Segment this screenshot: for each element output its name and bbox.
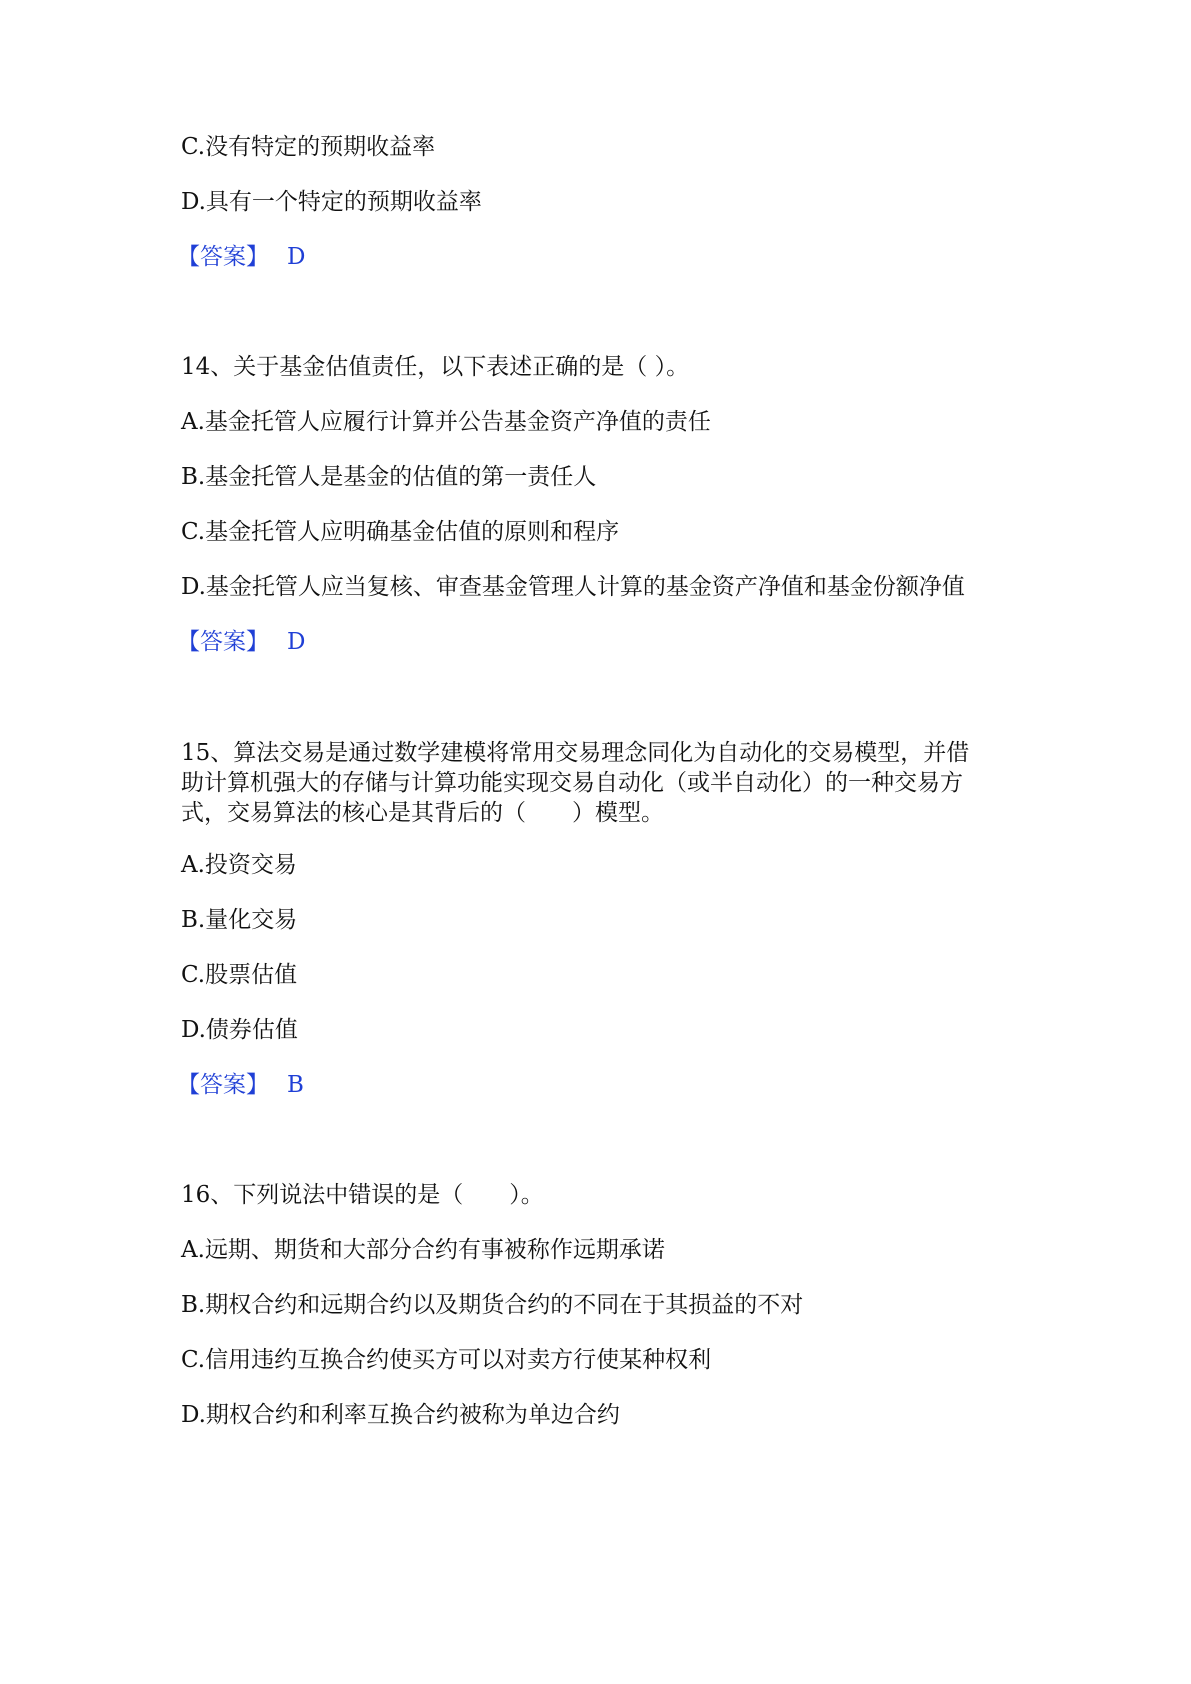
q15-stem xyxy=(181,738,1011,828)
q15-option-d: D.债券估值 xyxy=(181,1017,298,1043)
q16-option-c: C.信用违约互换合约使买方可以对卖方行使某种权利 xyxy=(181,1347,712,1373)
q14-option-d: D.基金托管人应当复核、审查基金管理人计算的基金资产净值和基金份额净值 xyxy=(181,574,965,600)
q15-stem-line-2: 助计算机强大的存储与计算功能实现交易自动化（或半自动化）的一种交易方 xyxy=(181,770,963,796)
answer-value: D xyxy=(287,629,306,655)
q13-answer xyxy=(177,242,305,272)
q14-stem: 14、关于基金估值责任，以下表述正确的是（ ）。 xyxy=(181,354,690,380)
answer-value: B xyxy=(287,1072,304,1098)
q14-option-a: A.基金托管人应履行计算并公告基金资产净值的责任 xyxy=(181,409,711,435)
q15-stem-line-1: 15、算法交易是通过数学建模将常用交易理念同化为自动化的交易模型，并借 xyxy=(181,740,970,766)
q15-option-a: A.投资交易 xyxy=(181,852,297,878)
q16-option-d: D.期权合约和利率互换合约被称为单边合约 xyxy=(181,1402,620,1428)
q15-answer xyxy=(177,1070,304,1100)
answer-label: 【答案】 xyxy=(177,1072,269,1098)
answer-label: 【答案】 xyxy=(177,244,269,270)
answer-value: D xyxy=(287,244,306,270)
q15-stem-line-3: 式，交易算法的核心是其背后的（ ）模型。 xyxy=(181,800,664,826)
q13-option-c: C.没有特定的预期收益率 xyxy=(181,134,436,160)
q16-option-a: A.远期、期货和大部分合约有事被称作远期承诺 xyxy=(181,1237,665,1263)
q15-option-c: C.股票估值 xyxy=(181,962,298,988)
answer-label: 【答案】 xyxy=(177,629,269,655)
q14-answer xyxy=(177,627,305,657)
q13-option-d: D.具有一个特定的预期收益率 xyxy=(181,189,482,215)
q16-stem: 16、下列说法中错误的是（ ）。 xyxy=(181,1182,544,1208)
q15-option-b: B.量化交易 xyxy=(181,907,298,933)
q14-option-c: C.基金托管人应明确基金估值的原则和程序 xyxy=(181,519,620,545)
q14-option-b: B.基金托管人是基金的估值的第一责任人 xyxy=(181,464,597,490)
q16-option-b: B.期权合约和远期合约以及期货合约的不同在于其损益的不对 xyxy=(181,1292,804,1318)
